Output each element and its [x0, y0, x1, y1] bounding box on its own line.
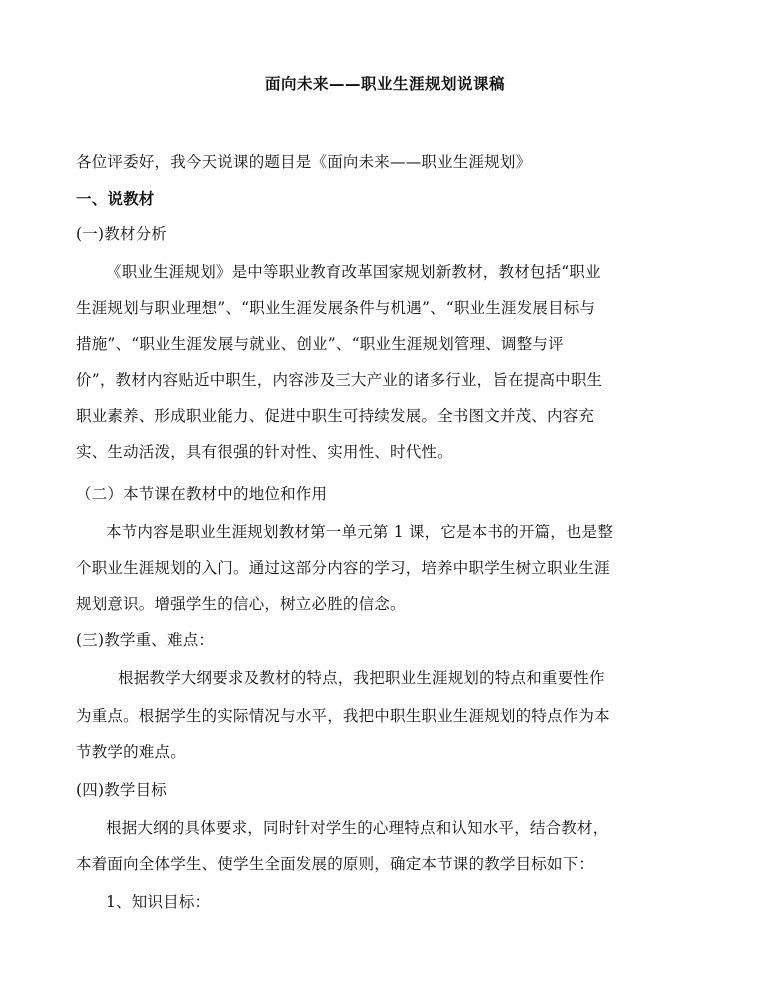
- paragraph-line: 节教学的难点。: [76, 743, 186, 761]
- subsection-heading-position: （二）本节课在教材中的地位和作用: [76, 485, 328, 503]
- paragraph-line: 职业素养、形成职业能力、促进中职生可持续发展。全书图文并茂、内容充: [76, 407, 595, 425]
- list-item-knowledge-objective: 1、知识目标：: [106, 893, 211, 911]
- paragraph-line: 《职业生涯规划》是中等职业教育改革国家规划新教材，教材包括“职业: [106, 263, 601, 281]
- document-title: 面向未来——职业生涯规划说课稿: [264, 75, 505, 93]
- paragraph-line: 根据大纲的具体要求，同时针对学生的心理特点和认知水平，结合教材，: [106, 819, 609, 837]
- intro-paragraph: 各位评委好，我今天说课的题目是《面向未来——职业生涯规划》: [76, 153, 532, 171]
- paragraph-line: 个职业生涯规划的入门。通过这部分内容的学习，培养中职学生树立职业生涯: [76, 559, 610, 577]
- paragraph-line: 价”，教材内容贴近中职生，内容涉及三大产业的诸多行业，旨在提高中职生: [76, 371, 603, 389]
- paragraph-line: 生涯规划与职业理想”、“职业生涯发展条件与机遇”、“职业生涯发展目标与: [76, 299, 596, 317]
- subsection-heading-objectives: (四)教学目标: [76, 781, 167, 799]
- paragraph-line: 实、生动活泼，具有很强的针对性、实用性、时代性。: [76, 443, 453, 461]
- paragraph-line: 本节内容是职业生涯规划教材第一单元第 1 课，它是本书的开篇，也是整: [106, 523, 614, 541]
- paragraph-line: 规划意识。增强学生的信心，树立必胜的信念。: [76, 595, 406, 613]
- paragraph-line: 根据教学大纲要求及教材的特点，我把职业生涯规划的特点和重要性作: [118, 669, 605, 687]
- subsection-heading-key-points: (三)教学重、难点：: [76, 631, 215, 649]
- paragraph-line: 本着面向全体学生、使学生全面发展的原则，确定本节课的教学目标如下：: [76, 855, 595, 873]
- paragraph-line: 为重点。根据学生的实际情况与水平，我把中职生职业生涯规划的特点作为本: [76, 707, 610, 725]
- subsection-heading-analysis: (一)教材分析: [76, 225, 167, 243]
- paragraph-line: 措施”、“职业生涯发展与就业、创业”、“职业生涯规划管理、调整与评: [76, 335, 564, 353]
- section-heading-textbook: 一、说教材: [76, 190, 155, 208]
